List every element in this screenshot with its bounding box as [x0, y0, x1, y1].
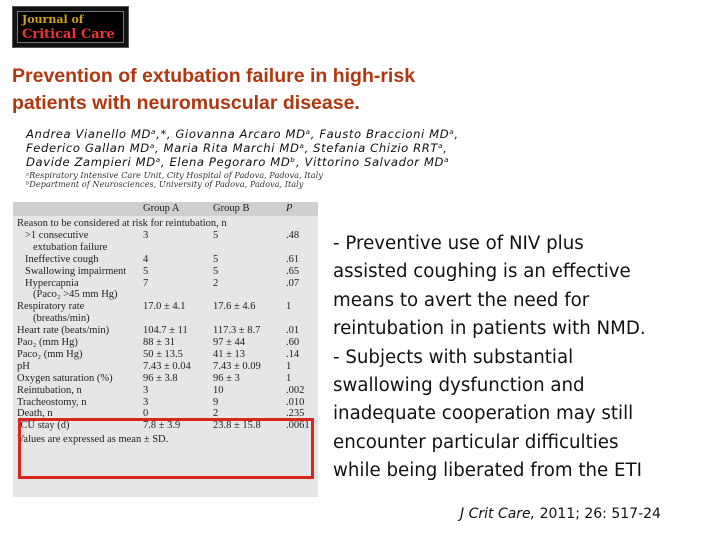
table-row-label: Respiratory rate [17, 301, 85, 313]
citation-details: 2011; 26: 517-24 [535, 506, 661, 522]
author-line-1: Andrea Vianello MDᵃ,*, Giovanna Arcaro MDᵃ, Fausto Braccioni MDᵃ, [26, 127, 459, 141]
table-cell: 9 [213, 396, 219, 408]
title-line-2: patients with neuromuscular disease. [12, 92, 360, 114]
table-cell: .010 [286, 396, 305, 408]
table-cell: 88 ± 31 [143, 337, 176, 348]
table-row-label: Paco₂ (mm Hg) [17, 348, 83, 360]
table-row-label: (breaths/min) [33, 313, 90, 325]
table-cell: 10 [213, 384, 224, 396]
table-row-label: Death, n [17, 408, 53, 420]
summary-text [333, 230, 713, 486]
table-cell: .0061 [286, 420, 310, 432]
table-header-cell: P [286, 203, 293, 214]
table-row-label: Oxygen saturation (%) [17, 372, 113, 384]
table-cell: .002 [286, 384, 305, 396]
table-cell: 117.3 ± 8.7 [213, 325, 261, 337]
table-row-label: (Paco₂ >45 mm Hg) [33, 289, 118, 301]
table-cell: .14 [286, 348, 300, 360]
table-cell: 1 [286, 301, 292, 313]
author-line-2: Federico Gallan MDᵃ, Maria Rita Marchi MDᵃ, Stefania Chizio RRTᵃ, [26, 141, 448, 155]
summary-line: encounter particular difficulties [333, 431, 619, 453]
author-line-3: Davide Zampieri MDᵃ, Elena Pegoraro MDᵇ, Vittorino Salvador MDᵃ [26, 155, 450, 169]
table-cell: 2 [213, 408, 219, 420]
table-cell: 3 [143, 396, 149, 408]
table-cell: 5 [143, 265, 149, 277]
summary-line: - Subjects with substantial [333, 346, 574, 368]
table-cell: .07 [286, 277, 300, 289]
table-cell: .61 [286, 253, 300, 265]
table-row-label: Hypercapnia [25, 277, 79, 289]
summary-line: assisted coughing is an effective [333, 261, 631, 283]
table-row-label: >1 consecutive [25, 229, 89, 241]
table-cell: 1 [286, 372, 292, 384]
table-row-label: pH [17, 360, 30, 372]
table-row-label: Ineffective cough [25, 253, 99, 265]
table-row-label: Tracheostomy, n [17, 396, 87, 408]
table-row-label: Swallowing impairment [25, 265, 127, 277]
table-cell: 5 [213, 265, 219, 277]
table-row-label: Pao₂ (mm Hg) [17, 337, 78, 348]
table-row-label: Heart rate (beats/min) [17, 325, 110, 337]
table-cell: 7.43 ± 0.09 [213, 360, 261, 372]
table-cell: 7 [143, 277, 149, 289]
table-cell: 1 [286, 360, 292, 372]
slide-title [12, 63, 612, 117]
table-cell: 0 [143, 408, 149, 420]
affiliations [26, 171, 516, 189]
table-cell: .65 [286, 265, 300, 277]
table-cell: 4 [143, 253, 149, 265]
table-cell: 104.7 ± 11 [143, 325, 188, 337]
table-cell: 96 ± 3 [213, 372, 240, 384]
citation-journal: J Crit Care, [460, 506, 536, 522]
table-cell: 96 ± 3.8 [143, 372, 178, 384]
logo-line-2: Critical Care [22, 27, 115, 42]
summary-line: inadequate cooperation may still [333, 403, 634, 425]
logo-line-1: Journal of [22, 13, 84, 26]
table-cell: 2 [213, 277, 219, 289]
highlight-box [18, 418, 314, 479]
table-header-cell: Group A [143, 203, 180, 214]
summary-line: means to avert the need for [333, 289, 590, 311]
table-cell: .235 [286, 408, 305, 420]
summary-line: - Preventive use of NIV plus [333, 233, 584, 254]
title-line-1: Prevention of extubation failure in high-risk [12, 65, 416, 87]
table-cell: 3 [143, 384, 149, 396]
table-cell: 5 [213, 253, 219, 265]
table-cell: .01 [286, 325, 300, 337]
table-header-cell: Group B [213, 203, 250, 214]
table-cell: .48 [286, 229, 300, 241]
table-cell: 7.43 ± 0.04 [143, 360, 191, 372]
journal-logo-frame [17, 11, 124, 43]
summary-line: while being liberated from the ETI [333, 460, 642, 482]
table-cell: 41 ± 13 [213, 348, 246, 360]
table-cell: 17.6 ± 4.6 [213, 301, 256, 313]
table-cell: 5 [213, 229, 219, 241]
table-cell: 50 ± 13.5 [143, 348, 183, 360]
table-row-label: Reintubation, n [17, 384, 82, 396]
citation [460, 506, 661, 522]
table-cell: 97 ± 44 [213, 337, 246, 348]
author-list [26, 127, 516, 169]
table-cell: .60 [286, 337, 300, 348]
table-cell: 23.8 ± 15.8 [213, 420, 261, 432]
table-cell: 3 [143, 229, 149, 241]
table-cell: 17.0 ± 4.1 [143, 301, 186, 313]
journal-logo [12, 6, 129, 48]
affiliation-line-2: ᵇDepartment of Neurosciences, University of Padova, Padova, Italy [26, 179, 304, 189]
table-row-label: Reason to be considered at risk for reintubation, n [17, 218, 227, 229]
table-row-label: extubation failure [33, 241, 108, 253]
table-cell: 7.8 ± 3.9 [143, 420, 181, 432]
summary-line: swallowing dysfunction and [333, 375, 585, 397]
affiliation-line-1: ᵃRespiratory Intensive Care Unit, City Hospital of Padova, Padova, Italy [26, 170, 323, 180]
summary-line: reintubation in patients with NMD. [333, 318, 646, 340]
table-row-label: ICU stay (d) [17, 420, 70, 432]
table-footnote: Values are expressed as mean ± SD. [17, 434, 169, 446]
